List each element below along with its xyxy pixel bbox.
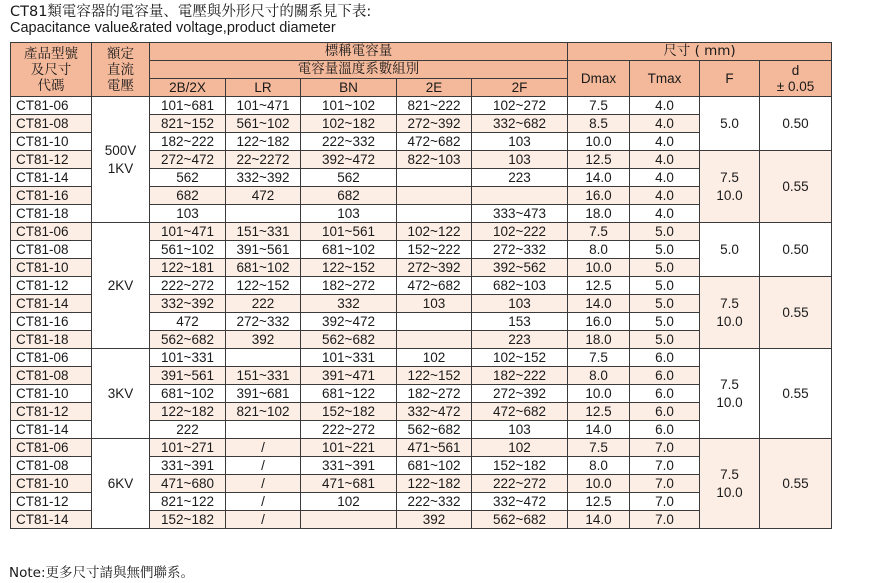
capacitance-cell: 562 xyxy=(301,169,397,187)
capacitance-cell: 103 xyxy=(472,133,568,151)
capacitance-cell: 102~122 xyxy=(397,223,472,241)
tmax-cell: 7.0 xyxy=(630,457,700,475)
capacitance-cell: 391~471 xyxy=(301,367,397,385)
capacitance-cell: 102 xyxy=(472,439,568,457)
table-row xyxy=(11,349,832,367)
dmax-cell: 12.5 xyxy=(568,493,630,511)
f-value: 7.5 xyxy=(720,376,739,392)
capacitance-cell: 471~680 xyxy=(150,475,226,493)
capacitance-cell: 821~152 xyxy=(150,115,226,133)
capacitance-cell: 272~472 xyxy=(150,151,226,169)
capacitance-cell: 472~682 xyxy=(397,277,472,295)
dmax-cell: 8.0 xyxy=(568,457,630,475)
f-value: 5.0 xyxy=(720,115,739,131)
dmax-cell: 10.0 xyxy=(568,259,630,277)
capacitance-cell: 223 xyxy=(472,169,568,187)
capacitance-cell: 122~182 xyxy=(150,403,226,421)
model-header-line: 產品型號 xyxy=(24,45,78,62)
tmax-cell: 6.0 xyxy=(630,367,700,385)
capacitance-cell: 222~332 xyxy=(397,493,472,511)
capacitance-cell: / xyxy=(226,511,301,529)
capacitance-cell: 472 xyxy=(226,187,301,205)
f-value: 10.0 xyxy=(716,394,743,410)
capacitance-cell: 102 xyxy=(301,493,397,511)
capacitance-cell: 272~392 xyxy=(472,385,568,403)
dmax-cell: 16.0 xyxy=(568,187,630,205)
voltage-header-line: 直流 xyxy=(107,61,134,78)
capacitance-cell: 682 xyxy=(150,187,226,205)
capacitance-cell: 272~392 xyxy=(397,115,472,133)
capacitance-cell: 681~102 xyxy=(301,241,397,259)
capacitance-cell: / xyxy=(226,493,301,511)
capacitance-cell: 103 xyxy=(150,205,226,223)
dmax-cell: 18.0 xyxy=(568,331,630,349)
tmax-cell: 5.0 xyxy=(630,313,700,331)
model-cell: CT81-12 xyxy=(11,151,92,169)
model-cell: CT81-06 xyxy=(11,349,92,367)
tmax-cell: 4.0 xyxy=(630,205,700,223)
capacitance-cell xyxy=(397,331,472,349)
capacitance-cell: 272~332 xyxy=(226,313,301,331)
tmax-cell: 4.0 xyxy=(630,133,700,151)
dmax-cell: 14.0 xyxy=(568,295,630,313)
page-title-english: Capacitance value&rated voltage,product diameter xyxy=(10,20,336,36)
voltage-label: 3KV xyxy=(107,385,134,401)
d-cell: 0.50 xyxy=(760,97,832,151)
capacitance-cell: 222~272 xyxy=(472,475,568,493)
capacitance-cell xyxy=(397,313,472,331)
model-cell: CT81-10 xyxy=(11,133,92,151)
tmax-cell: 6.0 xyxy=(630,385,700,403)
f-value: 10.0 xyxy=(716,313,743,329)
model-cell: CT81-18 xyxy=(11,331,92,349)
capacitance-cell: 472~682 xyxy=(472,403,568,421)
capacitance-cell: 101~221 xyxy=(301,439,397,457)
capacitance-cell: 122~152 xyxy=(226,277,301,295)
model-cell: CT81-12 xyxy=(11,403,92,421)
capacitance-cell: 222~272 xyxy=(150,277,226,295)
f-cell xyxy=(700,97,760,151)
capacitance-cell: 562~682 xyxy=(301,331,397,349)
d-header-tolerance: ± 0.05 xyxy=(776,78,815,94)
capacitance-cell: 101~271 xyxy=(150,439,226,457)
model-cell: CT81-14 xyxy=(11,295,92,313)
voltage-cell xyxy=(92,97,150,223)
capacitance-cell: 122~182 xyxy=(226,133,301,151)
capacitance-cell: 151~331 xyxy=(226,223,301,241)
capacitance-cell: 682~103 xyxy=(472,277,568,295)
capacitance-cell: 103 xyxy=(472,295,568,313)
d-cell: 0.55 xyxy=(760,349,832,439)
dmax-header: Dmax xyxy=(568,61,630,97)
tmax-cell: 4.0 xyxy=(630,169,700,187)
capacitance-cell: / xyxy=(226,475,301,493)
capacitance-cell: 101~681 xyxy=(150,97,226,115)
capacitance-cell: 182~272 xyxy=(301,277,397,295)
f-value: 7.5 xyxy=(720,466,739,482)
capacitance-cell: 182~272 xyxy=(397,385,472,403)
col-header-lr: LR xyxy=(226,79,301,97)
capacitance-cell: 101~471 xyxy=(226,97,301,115)
capacitance-cell: 561~102 xyxy=(226,115,301,133)
f-cell xyxy=(700,151,760,223)
dmax-cell: 14.0 xyxy=(568,511,630,529)
capacitance-cell: 222 xyxy=(226,295,301,313)
capacitance-cell: / xyxy=(226,439,301,457)
dmax-cell: 12.5 xyxy=(568,151,630,169)
model-cell: CT81-06 xyxy=(11,223,92,241)
capacitance-cell: 472 xyxy=(150,313,226,331)
voltage-header xyxy=(92,43,150,97)
capacitance-cell: 333~473 xyxy=(472,205,568,223)
capacitance-cell: 102~152 xyxy=(472,349,568,367)
capacitance-cell: 562~682 xyxy=(150,331,226,349)
capacitance-cell: 122~152 xyxy=(301,259,397,277)
d-header xyxy=(760,61,832,97)
capacitance-cell: 331~391 xyxy=(301,457,397,475)
dmax-cell: 16.0 xyxy=(568,313,630,331)
model-cell: CT81-08 xyxy=(11,115,92,133)
capacitance-cell: 821~222 xyxy=(397,97,472,115)
tmax-cell: 4.0 xyxy=(630,151,700,169)
dmax-cell: 8.0 xyxy=(568,367,630,385)
model-cell: CT81-12 xyxy=(11,277,92,295)
capacitance-cell xyxy=(472,187,568,205)
tmax-cell: 6.0 xyxy=(630,421,700,439)
d-cell: 0.55 xyxy=(760,277,832,349)
tmax-cell: 6.0 xyxy=(630,349,700,367)
capacitance-cell xyxy=(397,169,472,187)
capacitance-cell: 152~182 xyxy=(472,457,568,475)
capacitance-cell: 681~102 xyxy=(226,259,301,277)
model-cell: CT81-14 xyxy=(11,511,92,529)
model-cell: CT81-16 xyxy=(11,187,92,205)
capacitance-cell: 561~102 xyxy=(150,241,226,259)
voltage-cell xyxy=(92,223,150,349)
f-cell xyxy=(700,277,760,349)
model-cell: CT81-08 xyxy=(11,367,92,385)
capacitance-cell: 222~332 xyxy=(301,133,397,151)
tmax-cell: 6.0 xyxy=(630,403,700,421)
d-cell: 0.55 xyxy=(760,151,832,223)
d-cell: 0.50 xyxy=(760,223,832,277)
capacitance-cell: 101~331 xyxy=(150,349,226,367)
capacitance-cell: 103 xyxy=(397,295,472,313)
capacitance-cell: 122~152 xyxy=(397,367,472,385)
capacitance-cell xyxy=(397,205,472,223)
tmax-cell: 4.0 xyxy=(630,187,700,205)
capacitance-cell: 331~391 xyxy=(150,457,226,475)
dmax-cell: 7.5 xyxy=(568,97,630,115)
table-row xyxy=(11,97,832,115)
model-cell: CT81-16 xyxy=(11,313,92,331)
tmax-cell: 5.0 xyxy=(630,331,700,349)
f-value: 10.0 xyxy=(716,484,743,500)
capacitance-cell: 391~561 xyxy=(226,241,301,259)
tmax-cell: 7.0 xyxy=(630,493,700,511)
tmax-cell: 4.0 xyxy=(630,97,700,115)
capacitance-cell: 392 xyxy=(397,511,472,529)
voltage-header-line: 額定 xyxy=(107,45,134,62)
capacitance-cell: 272~392 xyxy=(397,259,472,277)
dmax-cell: 14.0 xyxy=(568,169,630,187)
tmax-cell: 5.0 xyxy=(630,295,700,313)
capacitance-cell: 101~331 xyxy=(301,349,397,367)
tmax-cell: 5.0 xyxy=(630,277,700,295)
dmax-cell: 18.0 xyxy=(568,205,630,223)
tmax-cell: 5.0 xyxy=(630,223,700,241)
dmax-cell: 7.5 xyxy=(568,223,630,241)
model-cell: CT81-14 xyxy=(11,169,92,187)
capacitance-cell: 101~102 xyxy=(301,97,397,115)
d-header-label: d xyxy=(791,62,800,78)
capacitance-cell: 122~181 xyxy=(150,259,226,277)
capacitance-cell xyxy=(226,349,301,367)
col-header-2f: 2F xyxy=(472,79,568,97)
f-value: 5.0 xyxy=(720,241,739,257)
capacitance-cell: 153 xyxy=(472,313,568,331)
temp-group-header: 電容量溫度系數組別 xyxy=(150,61,568,79)
voltage-label: 500V xyxy=(104,142,137,158)
capacitance-cell: 682 xyxy=(301,187,397,205)
col-header-2b2x: 2B/2X xyxy=(150,79,226,97)
dmax-cell: 10.0 xyxy=(568,133,630,151)
model-cell: CT81-06 xyxy=(11,97,92,115)
voltage-cell xyxy=(92,439,150,529)
model-cell: CT81-10 xyxy=(11,475,92,493)
dmax-cell: 8.5 xyxy=(568,115,630,133)
footnote: Note:更多尺寸請與無們聯系。 xyxy=(9,565,195,581)
capacitance-cell: 332~392 xyxy=(226,169,301,187)
model-cell: CT81-08 xyxy=(11,241,92,259)
tmax-header: Tmax xyxy=(630,61,700,97)
page-title-chinese: CT81類電容器的電容量、電壓與外形尺寸的關系見下表: xyxy=(10,4,372,20)
capacitance-cell xyxy=(226,205,301,223)
capacitance-cell xyxy=(301,511,397,529)
capacitance-cell: 182~222 xyxy=(472,367,568,385)
size-header: 尺寸 ( mm) xyxy=(568,43,832,61)
col-header-2e: 2E xyxy=(397,79,472,97)
capacitance-cell: 392 xyxy=(226,331,301,349)
tmax-cell: 7.0 xyxy=(630,511,700,529)
capacitance-cell: 332~472 xyxy=(397,403,472,421)
col-header-bn: BN xyxy=(301,79,397,97)
model-header-line: 代碼 xyxy=(37,77,65,94)
tmax-cell: 4.0 xyxy=(630,115,700,133)
dmax-cell: 12.5 xyxy=(568,403,630,421)
capacitance-cell: 392~472 xyxy=(301,151,397,169)
model-header xyxy=(11,43,92,97)
capacitance-cell: 821~102 xyxy=(226,403,301,421)
capacitance-cell xyxy=(397,187,472,205)
capacitance-cell: 103 xyxy=(472,151,568,169)
model-cell: CT81-18 xyxy=(11,205,92,223)
f-cell xyxy=(700,439,760,529)
dmax-cell: 7.5 xyxy=(568,349,630,367)
d-cell: 0.55 xyxy=(760,439,832,529)
model-cell: CT81-06 xyxy=(11,439,92,457)
capacitance-cell: 562~682 xyxy=(397,421,472,439)
capacitance-cell: 223 xyxy=(472,331,568,349)
capacitance-cell: 471~561 xyxy=(397,439,472,457)
f-header: F xyxy=(700,61,760,97)
capacitance-cell: / xyxy=(226,457,301,475)
f-cell xyxy=(700,223,760,277)
capacitance-cell: 391~681 xyxy=(226,385,301,403)
voltage-cell xyxy=(92,349,150,439)
f-value: 7.5 xyxy=(720,295,739,311)
voltage-label: 6KV xyxy=(107,475,134,491)
capacitance-cell: 102~272 xyxy=(472,97,568,115)
capacitance-cell: 152~182 xyxy=(150,511,226,529)
capacitance-cell: 101~471 xyxy=(150,223,226,241)
capacitance-cell: 472~682 xyxy=(397,133,472,151)
capacitance-header: 標稱電容量 xyxy=(150,43,568,61)
capacitance-cell: 102~182 xyxy=(301,115,397,133)
voltage-label: 1KV xyxy=(107,160,134,176)
dmax-cell: 10.0 xyxy=(568,475,630,493)
capacitance-cell: 332 xyxy=(301,295,397,313)
dmax-cell: 8.0 xyxy=(568,241,630,259)
table-row xyxy=(11,439,832,457)
capacitance-cell: 182~222 xyxy=(150,133,226,151)
header-row-1 xyxy=(11,43,832,61)
tmax-cell: 7.0 xyxy=(630,439,700,457)
tmax-cell: 5.0 xyxy=(630,259,700,277)
dmax-cell: 12.5 xyxy=(568,277,630,295)
capacitance-cell: 152~182 xyxy=(301,403,397,421)
table-row xyxy=(11,223,832,241)
dmax-cell: 10.0 xyxy=(568,385,630,403)
capacitance-cell: 681~122 xyxy=(301,385,397,403)
capacitance-cell: 392~472 xyxy=(301,313,397,331)
model-cell: CT81-14 xyxy=(11,421,92,439)
capacitance-cell: 562~682 xyxy=(472,511,568,529)
capacitance-cell: 122~182 xyxy=(397,475,472,493)
f-value: 7.5 xyxy=(720,169,739,185)
model-header-line: 及尺寸 xyxy=(30,61,72,78)
capacitance-cell: 22~2272 xyxy=(226,151,301,169)
model-cell: CT81-08 xyxy=(11,457,92,475)
capacitance-cell: 562 xyxy=(150,169,226,187)
capacitance-cell: 332~392 xyxy=(150,295,226,313)
capacitance-cell: 332~682 xyxy=(472,115,568,133)
tmax-cell: 5.0 xyxy=(630,241,700,259)
capacitance-cell: 681~102 xyxy=(397,457,472,475)
capacitance-cell xyxy=(226,421,301,439)
model-cell: CT81-12 xyxy=(11,493,92,511)
capacitance-cell: 222 xyxy=(150,421,226,439)
model-cell: CT81-10 xyxy=(11,259,92,277)
f-value: 10.0 xyxy=(716,187,743,203)
tmax-cell: 7.0 xyxy=(630,475,700,493)
capacitance-cell: 822~103 xyxy=(397,151,472,169)
capacitance-cell: 332~472 xyxy=(472,493,568,511)
capacitance-cell: 391~561 xyxy=(150,367,226,385)
capacitance-cell: 101~561 xyxy=(301,223,397,241)
capacitance-cell: 222~272 xyxy=(301,421,397,439)
capacitance-cell: 392~562 xyxy=(472,259,568,277)
capacitance-cell: 151~331 xyxy=(226,367,301,385)
capacitance-cell: 103 xyxy=(472,421,568,439)
capacitance-cell: 471~681 xyxy=(301,475,397,493)
f-cell xyxy=(700,349,760,439)
capacitance-cell: 681~102 xyxy=(150,385,226,403)
capacitance-cell: 821~122 xyxy=(150,493,226,511)
dmax-cell: 7.5 xyxy=(568,439,630,457)
voltage-label: 2KV xyxy=(107,277,134,293)
capacitance-cell: 272~332 xyxy=(472,241,568,259)
capacitance-spec-table xyxy=(10,42,832,529)
capacitance-cell: 152~222 xyxy=(397,241,472,259)
capacitance-cell: 103 xyxy=(301,205,397,223)
voltage-header-line: 電壓 xyxy=(107,77,134,94)
dmax-cell: 14.0 xyxy=(568,421,630,439)
capacitance-cell: 102 xyxy=(397,349,472,367)
capacitance-cell: 102~222 xyxy=(472,223,568,241)
model-cell: CT81-10 xyxy=(11,385,92,403)
